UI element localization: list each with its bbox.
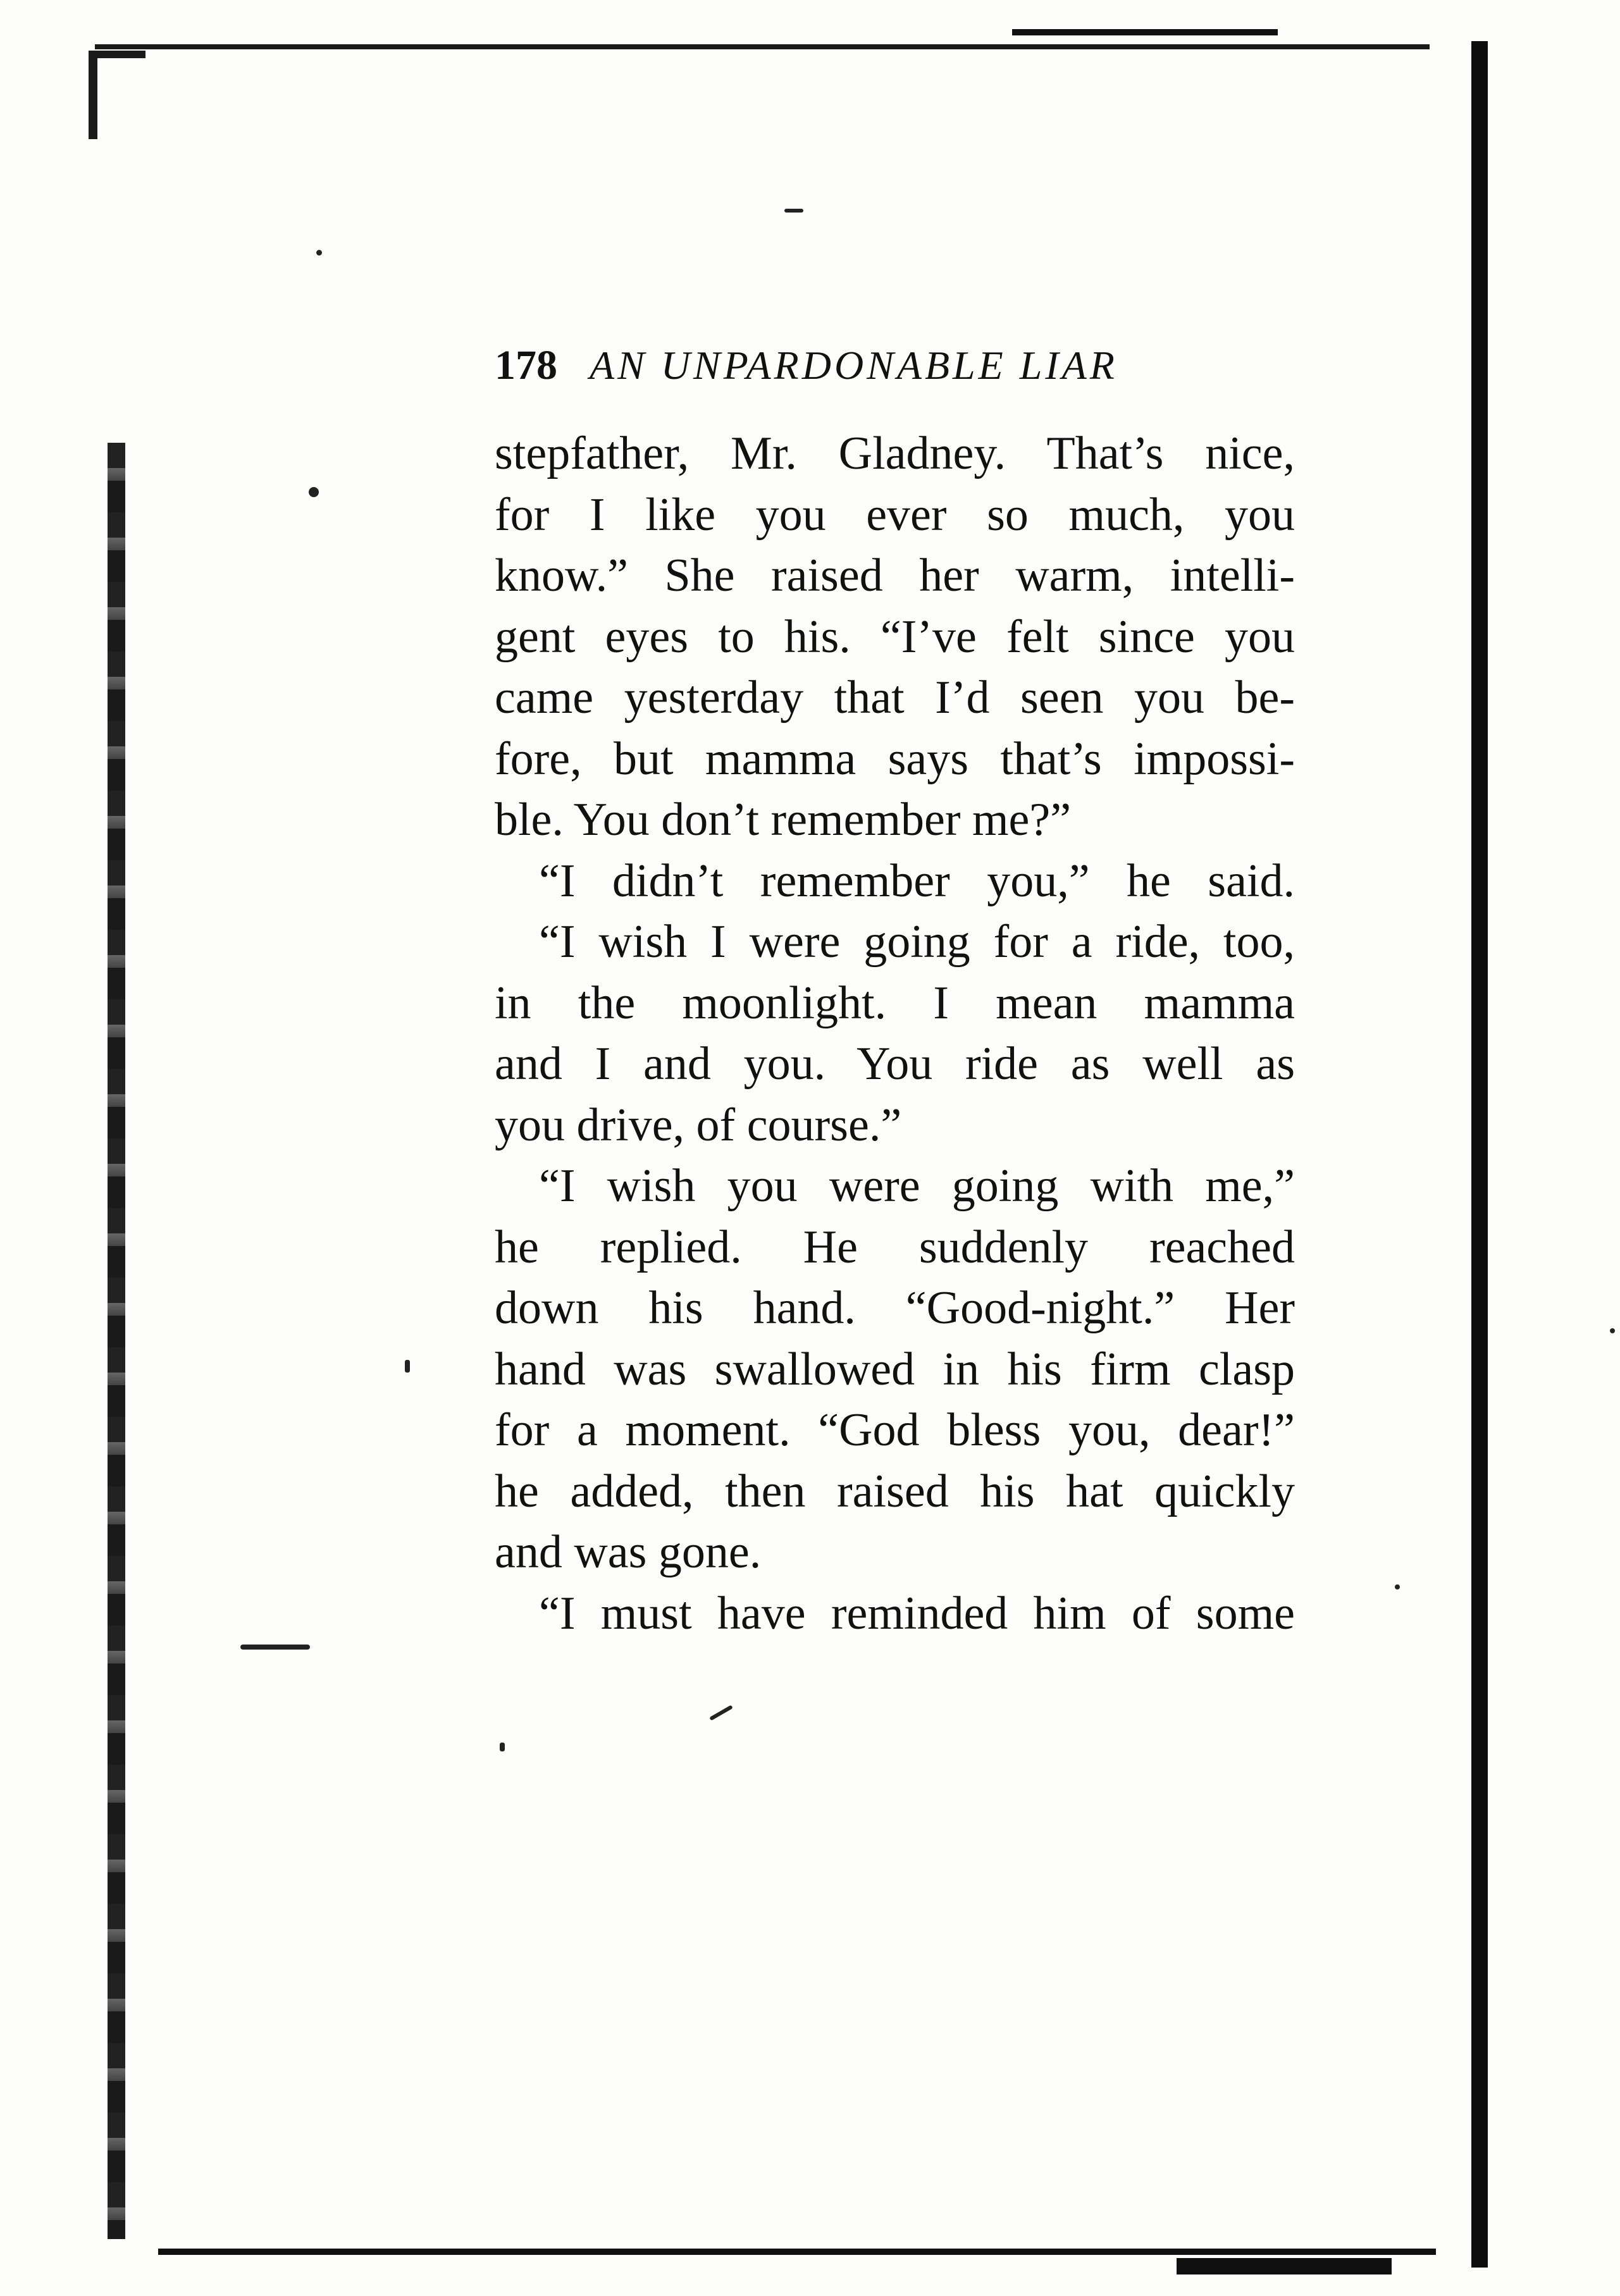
text-line: gent eyes to his. “I’ve felt since you [495, 610, 1295, 663]
text-line: fore, but mamma says that’s impossi- [495, 732, 1295, 785]
scan-border-bottom-heavy [1177, 2258, 1392, 2274]
text-line: he replied. He suddenly reached [495, 1221, 1295, 1273]
text-line: you drive, of course.” [495, 1099, 902, 1151]
text-line: in the moonlight. I mean mamma [495, 977, 1295, 1029]
scan-speck [316, 250, 322, 256]
scan-corner-mark-horizontal [89, 51, 145, 58]
text-line: “I must have reminded him of some [539, 1587, 1295, 1639]
running-head [495, 342, 1295, 388]
text-line: know.” She raised her warm, intelli- [495, 550, 1295, 602]
scan-speck [784, 209, 803, 213]
scan-speck [709, 1705, 733, 1720]
text-line: hand was swallowed in his firm clasp [495, 1343, 1295, 1395]
text-line: down his hand. “Good-night.” Her [495, 1282, 1295, 1334]
body-text [495, 423, 1295, 1644]
running-title: AN UNPARDONABLE LIAR [590, 343, 1118, 388]
page-number: 178 [495, 342, 557, 388]
text-block [495, 342, 1295, 1644]
text-line: ble. You don’t remember me?” [495, 794, 1072, 846]
text-line: “I didn’t remember you,” he said. [539, 855, 1295, 907]
text-line: “I wish you were going with me,” [539, 1160, 1295, 1212]
text-line: for a moment. “God bless you, dear!” [495, 1404, 1295, 1456]
text-line: “I wish I were going for a ride, too, [539, 916, 1295, 968]
text-line: he added, then raised his hat quickly [495, 1465, 1295, 1517]
text-line: stepfather, Mr. Gladney. That’s nice, [495, 428, 1295, 479]
scan-corner-mark [89, 51, 97, 139]
text-line: and was gone. [495, 1526, 762, 1578]
scan-speck [240, 1645, 310, 1650]
text-line: came yesterday that I’d seen you be- [495, 672, 1295, 724]
scan-border-top [95, 44, 1430, 49]
scan-speck [405, 1360, 410, 1373]
scan-speck [1395, 1584, 1400, 1589]
text-line: for I like you ever so much, you [495, 488, 1295, 541]
scan-border-bottom [158, 2249, 1436, 2255]
scan-speck [500, 1743, 505, 1751]
scan-border-top-heavy [1012, 29, 1278, 35]
scan-border-left [108, 443, 125, 2239]
scan-speck [1610, 1328, 1615, 1333]
scan-border-right [1471, 41, 1488, 2268]
scan-speck [309, 487, 319, 497]
text-line: and I and you. You ride as well as [495, 1038, 1295, 1090]
